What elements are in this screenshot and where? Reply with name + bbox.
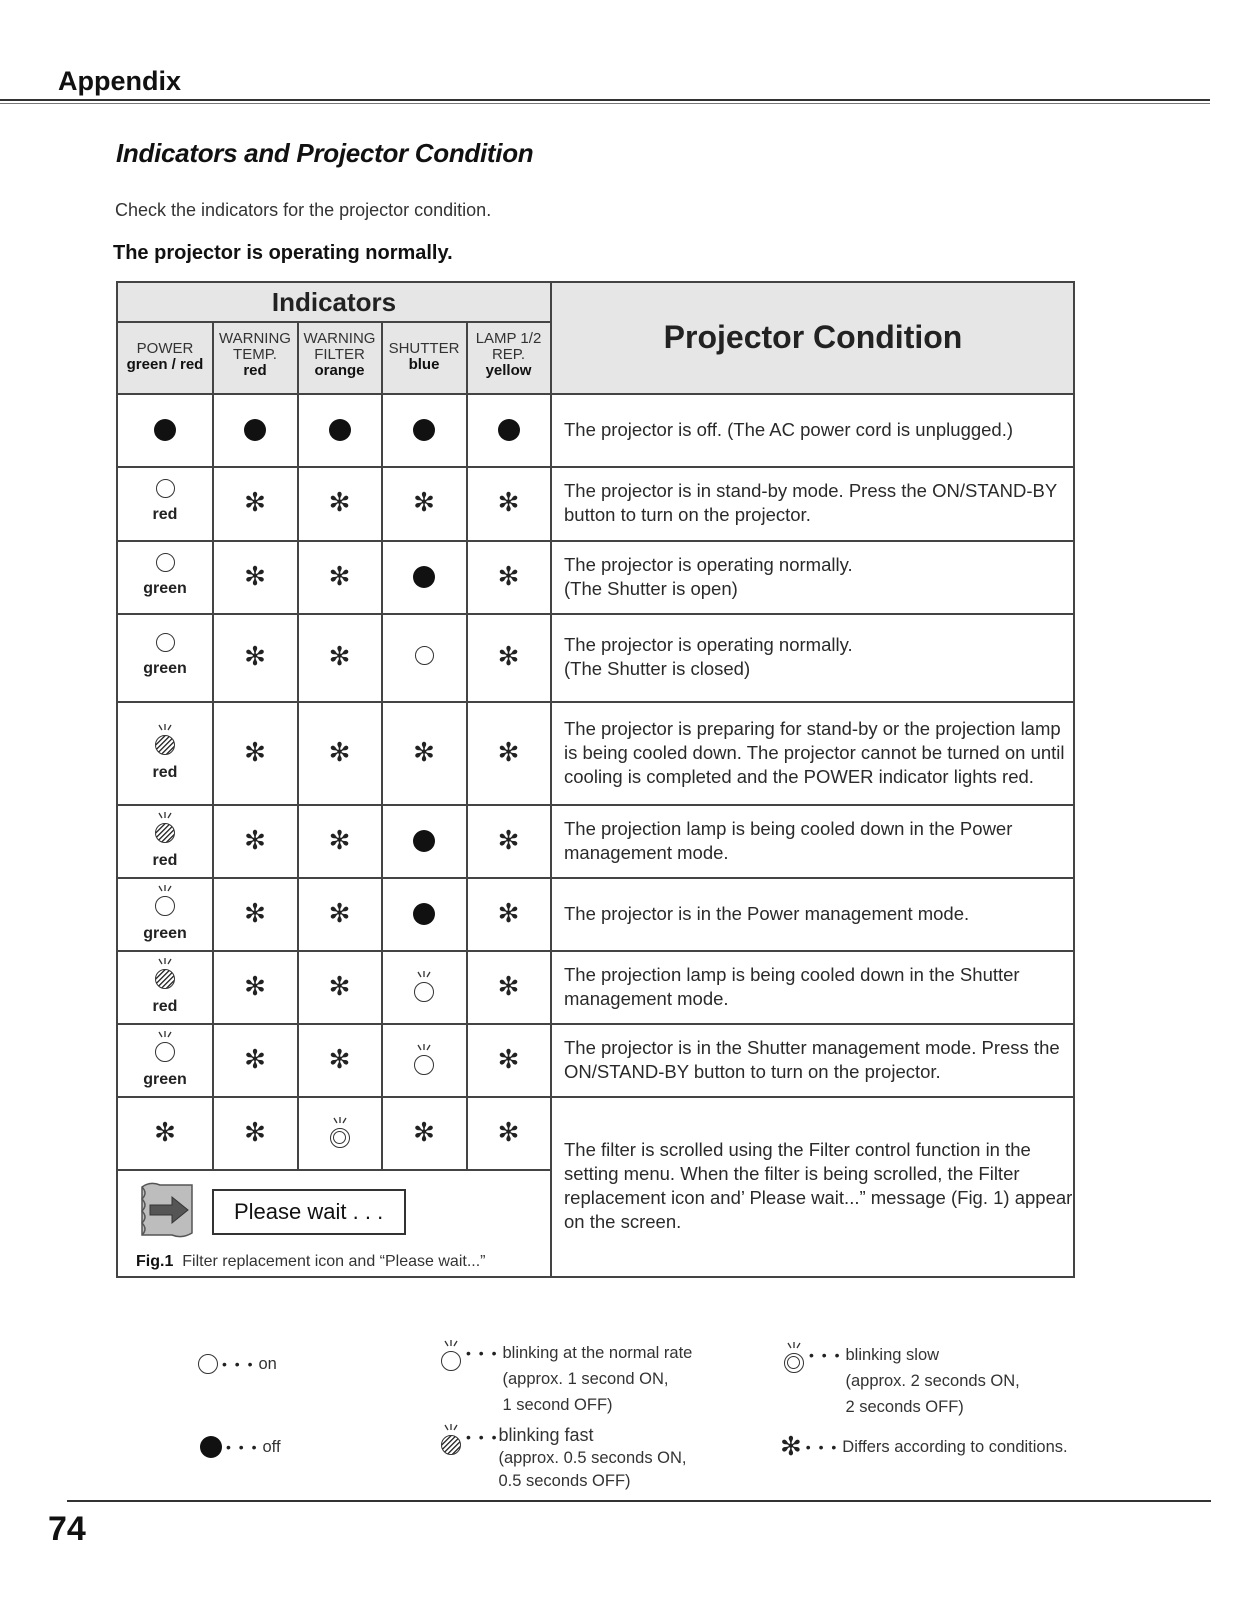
- indicator-cell-lamp: [467, 490, 550, 516]
- led-off-icon: [413, 419, 435, 441]
- row-divider: [118, 804, 1073, 806]
- indicator-cell-temp: [213, 644, 297, 670]
- blinking-fast-icon: [154, 812, 176, 844]
- asterisk-icon: ✻: [413, 1117, 435, 1148]
- asterisk-icon: ✻: [244, 1117, 266, 1148]
- condition-text: The projection lamp is being cooled down in the Shutter management mode.: [564, 963, 1020, 1009]
- condition-text: The filter is scrolled using the Filter control function in the setting menu. When the filter is being scrolled, the Filter replacement icon and’ Please wait...” message (Fig. 1) appear on the screen.: [564, 1139, 1073, 1232]
- legend-dots: • • •: [466, 1345, 499, 1361]
- asterisk-icon: ✻: [244, 971, 266, 1002]
- column-color: red: [243, 362, 267, 379]
- led-off-icon: [329, 419, 351, 441]
- indicator-cell-power: [118, 479, 212, 524]
- condition-text: The projection lamp is being cooled down in the Power management mode.: [564, 817, 1013, 863]
- legend-dots: • • •: [809, 1347, 842, 1363]
- indicator-cell-temp: [213, 1044, 297, 1075]
- filter-replacement-icon: [136, 1179, 196, 1243]
- indicator-cell-shutter: [382, 646, 466, 665]
- condition-text: [564, 553, 1074, 601]
- header-bottom-rule: [118, 393, 1073, 395]
- condition-line: (The Shutter is closed): [564, 658, 751, 679]
- legend-blink-normal-text: blinking at the normal rate: [502, 1344, 693, 1362]
- legend-off-label: off: [262, 1438, 281, 1456]
- indicator-cell-shutter: [382, 419, 466, 441]
- led-off-icon: [413, 903, 435, 925]
- blinking-fast-icon: [154, 724, 176, 756]
- led-on-icon: [156, 633, 175, 652]
- column-name: LAMP 1/2: [475, 330, 542, 347]
- column-color: green / red: [126, 356, 204, 373]
- legend-dots: • • •: [226, 1439, 259, 1455]
- asterisk-icon: ✻: [497, 488, 520, 518]
- power-color-label: red: [152, 763, 178, 781]
- asterisk-icon: ✻: [244, 488, 266, 518]
- indicator-cell-shutter: [382, 566, 466, 588]
- row-divider: [118, 950, 1073, 952]
- led-off-icon: [413, 566, 435, 588]
- column-divider: [466, 321, 468, 393]
- column-name-2: FILTER: [314, 346, 365, 363]
- legend-blink-slow-detail-1: (approx. 2 seconds ON,: [845, 1372, 1020, 1390]
- row-divider: [118, 1169, 550, 1171]
- legend-dots: • • •: [805, 1439, 839, 1455]
- row-divider: [118, 1096, 1073, 1098]
- legend-dots: • • •: [466, 1429, 499, 1445]
- indicator-cell-power: [118, 633, 212, 678]
- indicator-cell-filter: [298, 1117, 381, 1149]
- indicator-cell-filter: [298, 971, 381, 1002]
- legend-blink-normal-detail-2: 1 second OFF): [502, 1396, 613, 1414]
- indicator-cell-shutter: [382, 971, 466, 1003]
- condition-title: Projector Condition: [663, 319, 963, 355]
- asterisk-icon: ✻: [244, 642, 266, 672]
- figure-caption: [136, 1253, 485, 1271]
- column-color: orange: [314, 362, 365, 379]
- indicator-cell-temp: [213, 898, 297, 929]
- legend-blink-slow: [783, 1342, 1020, 1420]
- led-on-icon: [156, 479, 175, 498]
- asterisk-icon: ✻: [497, 561, 520, 592]
- indicator-cell-filter: [298, 419, 381, 441]
- condition-line: (The Shutter is open): [564, 577, 738, 599]
- led-on-icon: [415, 646, 434, 665]
- column-header-lamp: [467, 331, 550, 379]
- asterisk-icon: ✻: [497, 1117, 520, 1148]
- indicator-cell-temp: [213, 971, 297, 1002]
- row-divider: [118, 877, 1073, 879]
- blinking-fast-icon: [440, 1424, 462, 1456]
- indicators-title: Indicators: [271, 287, 397, 317]
- asterisk-icon: ✻: [497, 971, 520, 1002]
- blinking-normal-icon: [154, 885, 176, 917]
- indicator-cell-power: [118, 724, 212, 782]
- indicator-cell-shutter: [382, 903, 466, 925]
- asterisk-icon: ✻: [328, 1044, 351, 1075]
- header-rule: [0, 99, 1210, 101]
- indicator-cell-filter: [298, 898, 381, 929]
- led-off-icon: [244, 419, 266, 441]
- page-number: 74: [48, 1510, 86, 1548]
- blinking-slow-icon: [329, 1117, 351, 1149]
- condition-text: The projector is off. (The AC power cord is unplugged.): [564, 418, 1014, 440]
- indicator-cell-shutter: [382, 1044, 466, 1076]
- column-divider: [212, 321, 214, 393]
- asterisk-icon: ✻: [413, 737, 435, 768]
- led-off-icon: [498, 419, 520, 441]
- condition-text: The projector is in stand-by mode. Press the ON/STAND-BY button to turn on the projector.: [564, 480, 1057, 525]
- indicator-cell-shutter: [382, 1117, 466, 1148]
- blinking-fast-icon: [154, 958, 176, 990]
- led-off-icon: [413, 830, 435, 852]
- condition-line: The projector is operating normally.: [564, 553, 853, 575]
- led-off-icon: [200, 1436, 222, 1458]
- indicator-cell-power: [118, 1031, 212, 1089]
- power-color-label: red: [152, 851, 178, 869]
- condition-text: [564, 633, 1074, 681]
- indicator-cell-power: [118, 419, 212, 441]
- asterisk-icon: ✻: [497, 1044, 520, 1075]
- column-header-shutter: [382, 341, 466, 373]
- asterisk-icon: ✻: [328, 898, 351, 929]
- power-color-label: green: [143, 924, 187, 942]
- asterisk-icon: ✻: [328, 737, 351, 768]
- figure-caption-text: Filter replacement icon and “Please wait...”: [182, 1253, 486, 1270]
- column-header-warning-temp: [213, 331, 297, 379]
- subheading: The projector is operating normally.: [113, 242, 453, 264]
- asterisk-icon: ✻: [244, 1044, 266, 1075]
- indicator-cell-filter: [298, 1044, 381, 1075]
- led-on-icon: [156, 553, 175, 572]
- asterisk-icon: ✻: [244, 737, 266, 768]
- legend-blink-normal-detail-1: (approx. 1 second ON,: [502, 1370, 669, 1388]
- condition-divider: [550, 283, 552, 1276]
- column-divider: [381, 321, 383, 393]
- power-color-label: green: [143, 579, 187, 597]
- indicator-cell-temp: [213, 1117, 297, 1148]
- asterisk-icon: ✻: [497, 737, 520, 768]
- legend-blink-fast: [440, 1424, 687, 1493]
- column-header-power: [118, 341, 212, 373]
- indicator-cell-lamp: [467, 737, 550, 768]
- column-color: blue: [408, 356, 440, 373]
- legend-blink-fast-detail-2: 0.5 seconds OFF): [498, 1472, 631, 1490]
- legend-differs: [780, 1434, 1068, 1460]
- figure-caption-label: Fig.1: [136, 1253, 174, 1270]
- row-divider: [118, 701, 1073, 703]
- legend-differs-label: Differs according to conditions.: [842, 1438, 1068, 1456]
- indicator-cell-filter: [298, 561, 381, 592]
- indicator-cell-temp: [213, 490, 297, 516]
- column-name: WARNING: [219, 330, 291, 347]
- legend-dots: • • •: [222, 1356, 255, 1372]
- asterisk-icon: ✻: [244, 561, 266, 592]
- asterisk-icon: ✻: [154, 1117, 176, 1148]
- column-header-warning-filter: [298, 331, 381, 379]
- asterisk-icon: ✻: [328, 825, 351, 856]
- asterisk-icon: ✻: [244, 825, 266, 856]
- led-on-icon: [198, 1354, 218, 1374]
- asterisk-icon: ✻: [328, 971, 351, 1002]
- power-color-label: red: [152, 997, 178, 1015]
- intro-text: Check the indicators for the projector condition.: [115, 200, 492, 220]
- column-color: yellow: [485, 362, 532, 379]
- legend-on: [198, 1351, 277, 1377]
- indicator-cell-shutter: [382, 490, 466, 516]
- indicator-cell-power: [118, 553, 212, 598]
- column-name-2: TEMP.: [233, 346, 277, 363]
- blinking-normal-icon: [413, 971, 435, 1003]
- blinking-normal-icon: [154, 1031, 176, 1063]
- indicator-cell-lamp: [467, 419, 550, 441]
- section-title: Appendix: [58, 66, 182, 96]
- row-divider: [118, 540, 1073, 542]
- legend-blink-slow-detail-2: 2 seconds OFF): [845, 1398, 964, 1416]
- page-title: Indicators and Projector Condition: [116, 138, 534, 168]
- indicator-cell-shutter: [382, 830, 466, 852]
- legend-on-label: on: [258, 1355, 277, 1373]
- blinking-normal-icon: [413, 1044, 435, 1076]
- legend-blink-fast-detail-1: (approx. 0.5 seconds ON,: [498, 1449, 687, 1467]
- legend-blink-slow-text: blinking slow: [845, 1346, 940, 1364]
- legend-off: [200, 1434, 281, 1460]
- column-divider: [297, 321, 299, 393]
- indicator-cell-filter: [298, 825, 381, 856]
- indicator-cell-temp: [213, 419, 297, 441]
- asterisk-icon: ✻: [413, 488, 435, 518]
- blinking-normal-icon: [440, 1340, 462, 1372]
- power-color-label: green: [143, 1070, 187, 1088]
- asterisk-icon: ✻: [328, 642, 351, 672]
- indicator-cell-filter: [298, 737, 381, 768]
- indicator-cell-shutter: [382, 737, 466, 768]
- power-color-label: green: [143, 660, 187, 677]
- asterisk-icon: ✻: [497, 898, 520, 929]
- please-wait-message-box: Please wait . . .: [212, 1189, 406, 1235]
- power-color-label: red: [152, 506, 178, 523]
- asterisk-icon: ✻: [497, 825, 520, 856]
- indicator-cell-power: [118, 812, 212, 870]
- header-divider: [118, 321, 550, 323]
- blinking-slow-icon: [783, 1342, 805, 1374]
- header-rule-thin: [0, 103, 1210, 104]
- indicator-cell-temp: [213, 825, 297, 856]
- indicator-cell-lamp: [467, 644, 550, 670]
- column-name: WARNING: [303, 330, 376, 347]
- indicator-cell-lamp: [467, 1117, 550, 1148]
- asterisk-icon: ✻: [328, 488, 351, 518]
- led-off-icon: [154, 419, 176, 441]
- condition-text: The projector is in the Power management mode.: [564, 902, 970, 924]
- asterisk-icon: ✻: [780, 1432, 802, 1462]
- indicator-cell-power: [118, 885, 212, 943]
- indicator-cell-filter: [298, 490, 381, 516]
- column-name: POWER: [136, 340, 194, 357]
- indicator-cell-temp: [213, 561, 297, 592]
- indicator-cell-power: [118, 1117, 212, 1148]
- column-name: SHUTTER: [388, 340, 460, 357]
- indicator-cell-temp: [213, 737, 297, 768]
- legend-blink-fast-text: blinking fast: [498, 1425, 594, 1445]
- legend-blink-normal: [440, 1340, 692, 1418]
- indicator-cell-lamp: [467, 898, 550, 929]
- indicator-cell-lamp: [467, 1044, 550, 1075]
- indicator-cell-power: [118, 958, 212, 1016]
- condition-text: The projector is in the Shutter management mode. Press the ON/STAND-BY button to turn on the projector.: [564, 1036, 1060, 1082]
- indicator-cell-lamp: [467, 825, 550, 856]
- condition-line: The projector is operating normally.: [564, 634, 853, 655]
- column-name-2: REP.: [491, 346, 526, 363]
- footer-rule: [67, 1500, 1211, 1502]
- indicator-table: [116, 281, 1075, 1278]
- row-divider: [118, 466, 1073, 468]
- indicator-cell-lamp: [467, 971, 550, 1002]
- asterisk-icon: ✻: [244, 898, 266, 929]
- asterisk-icon: ✻: [328, 561, 351, 592]
- indicator-cell-lamp: [467, 561, 550, 592]
- indicator-cell-filter: [298, 644, 381, 670]
- asterisk-icon: ✻: [497, 642, 520, 672]
- row-divider: [118, 613, 1073, 615]
- row-divider: [118, 1023, 1073, 1025]
- condition-text: The projector is preparing for stand-by or the projection lamp is being cooled down. The projector cannot be turned on until cooling is completed and the POWER indicator lights red.: [564, 717, 1065, 787]
